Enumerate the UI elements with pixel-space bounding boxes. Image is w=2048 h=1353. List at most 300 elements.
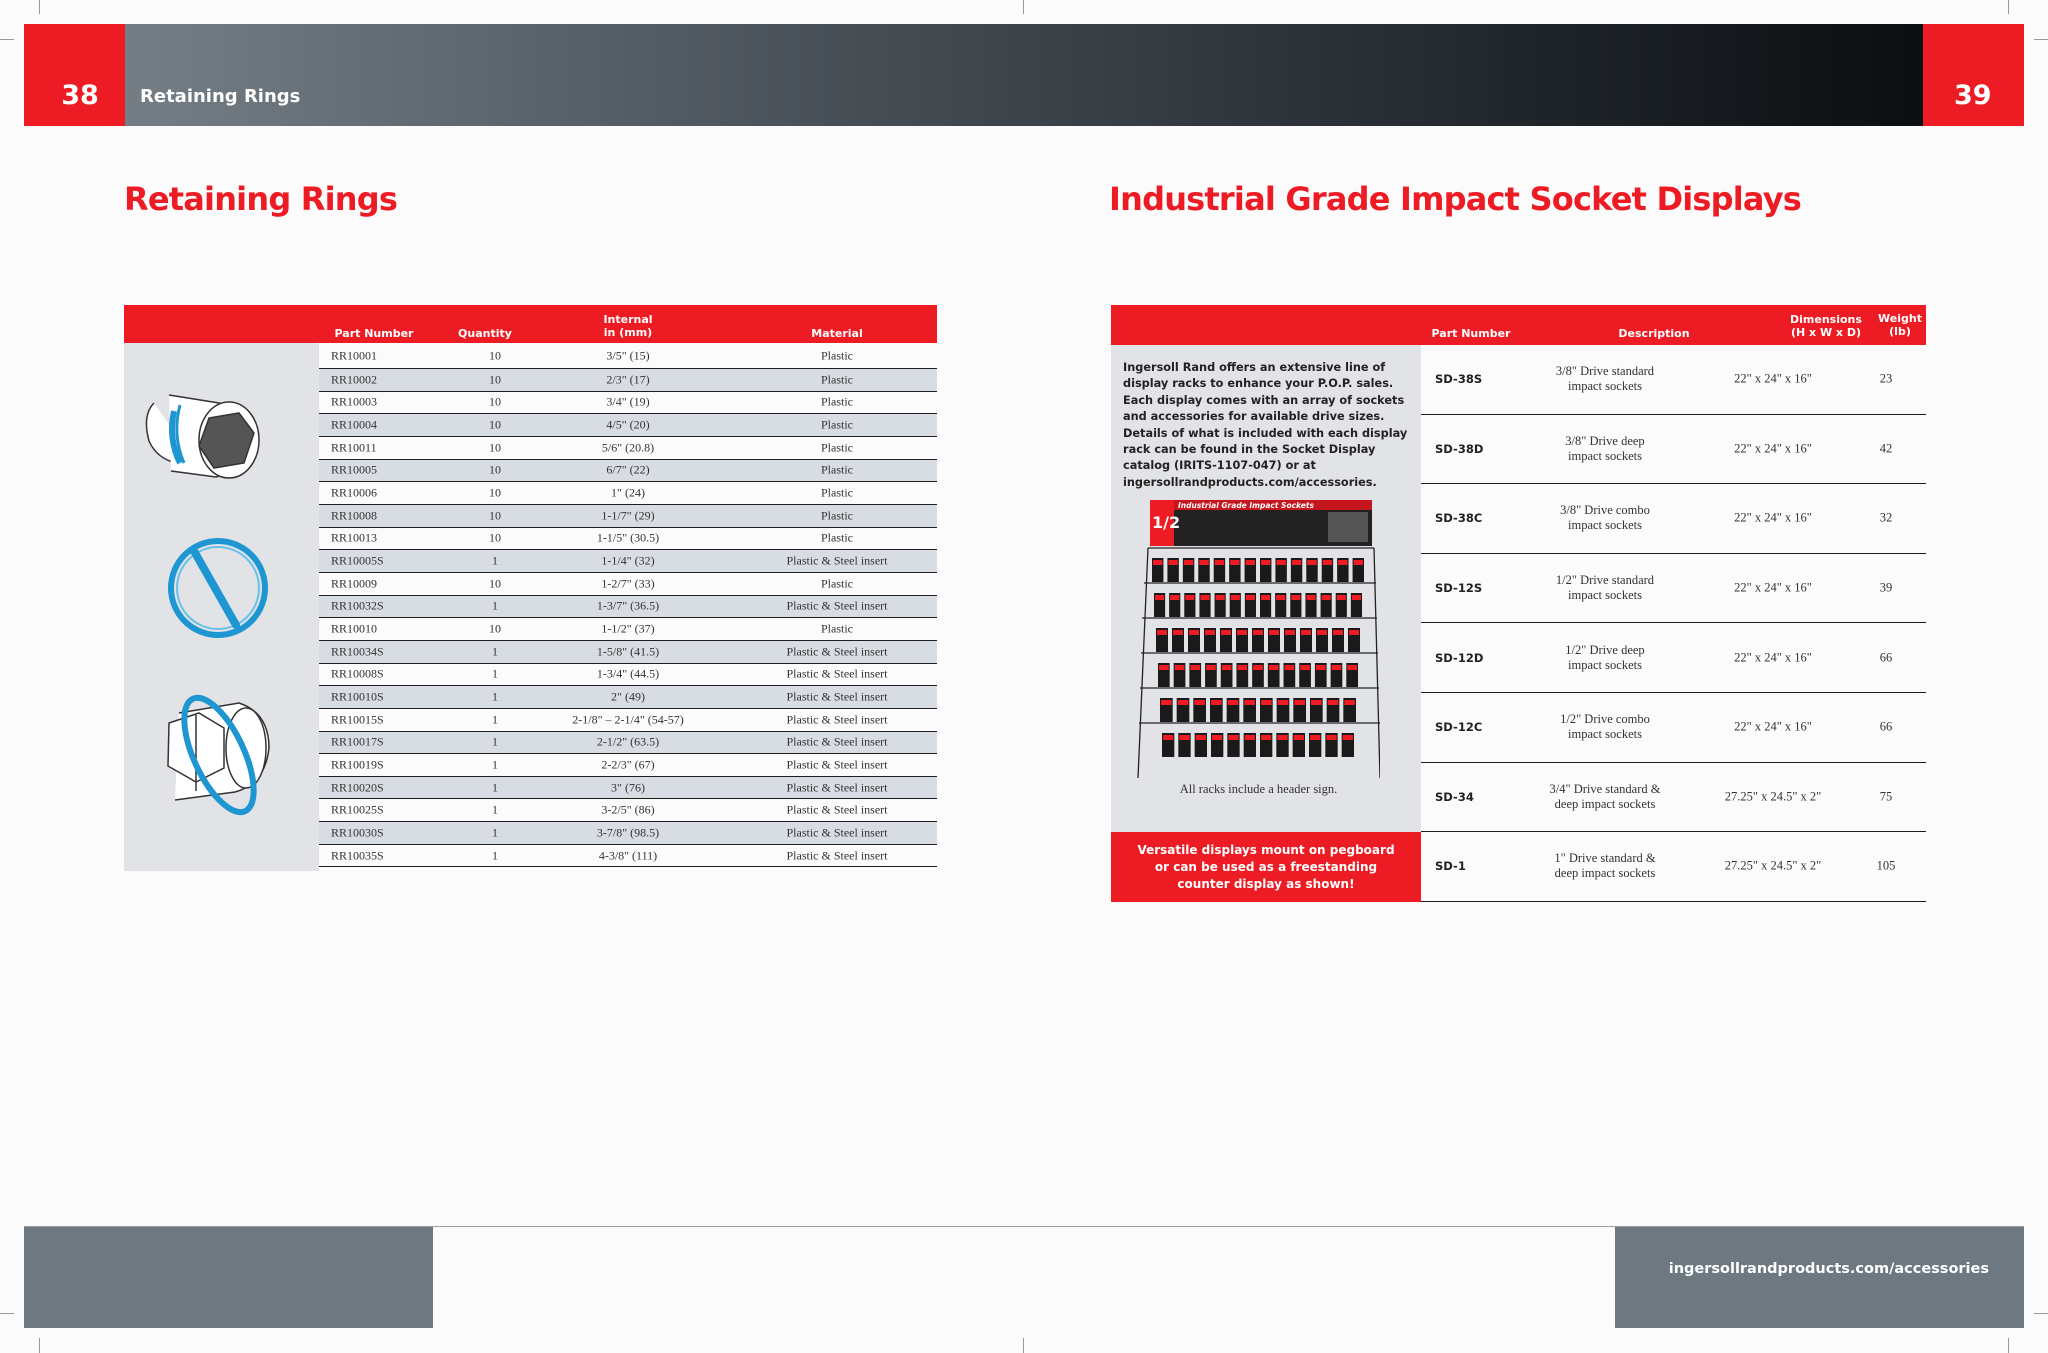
display-intro-text: Ingersoll Rand offers an extensive line of display racks to enhance your P.O.P. sales. Each display comes with an array of sockets and accessories for available drive sizes. Details of what is included with each display rack can be found in the Socket Display catalog (IRITS-1107-047) or at ingersollrandproducts.com/accessories. — [1123, 361, 1408, 489]
cell-internal-size: 1" (24) — [611, 485, 645, 500]
footer-url-link[interactable]: ingersollrandproducts.com/accessories — [1668, 1261, 1989, 1277]
cell-sd-description-line1: 1/2" Drive standard — [1555, 573, 1655, 588]
table-row — [319, 777, 937, 800]
table-row — [319, 343, 937, 369]
rack-socket-tag — [1253, 665, 1263, 670]
cell-material: Plastic — [821, 440, 853, 455]
table-row — [319, 550, 937, 573]
crop-mark — [39, 0, 40, 14]
rack-sign-text: Industrial Grade Impact Sockets — [1178, 501, 1314, 510]
cell-sd-part-number: SD-34 — [1435, 789, 1474, 804]
cell-sd-description — [1521, 643, 1689, 673]
rack-socket-tag — [1194, 700, 1205, 705]
cell-material: Plastic — [821, 576, 853, 591]
rack-socket-tag — [1323, 560, 1332, 565]
cell-sd-dimensions: 27.25" x 24.5" x 2" — [1724, 858, 1822, 873]
rack-socket-tag — [1189, 630, 1199, 635]
col-sd-dimensions-line2: (H x W x D) — [1790, 326, 1862, 339]
rack-socket-tag — [1285, 665, 1295, 670]
cell-quantity: 1 — [492, 689, 498, 704]
col-internal-line2: in (mm) — [603, 326, 653, 339]
rack-socket-tag — [1276, 560, 1285, 565]
cell-sd-description-line2: impact sockets — [1568, 657, 1642, 672]
cell-quantity: 10 — [489, 462, 501, 477]
crop-mark — [2034, 1313, 2048, 1314]
rack-socket-tag — [1354, 560, 1363, 565]
col-part-number: Part Number — [334, 327, 414, 340]
cell-part-number: RR10017S — [331, 734, 384, 749]
cell-part-number: RR10008 — [331, 508, 378, 523]
rack-socket-tag — [1338, 560, 1347, 565]
cell-material: Plastic & Steel insert — [786, 598, 888, 613]
rack-socket-tag — [1307, 560, 1316, 565]
cell-sd-description-line2: impact sockets — [1568, 448, 1642, 463]
cell-part-number: RR10001 — [331, 348, 378, 362]
cell-part-number: RR10010S — [331, 689, 384, 704]
cell-quantity: 1 — [492, 825, 498, 840]
callout-line-1: Versatile displays mount on pegboard — [1137, 843, 1395, 857]
table-row — [319, 664, 937, 687]
table-row — [1421, 484, 1926, 554]
cell-internal-size: 1-2/7" (33) — [601, 576, 655, 591]
rack-socket-tag — [1231, 595, 1240, 600]
ring-on-socket-illustration — [124, 343, 319, 871]
cell-quantity: 1 — [492, 553, 498, 568]
rack-socket-tag — [1222, 665, 1232, 670]
rack-socket-tag — [1300, 665, 1310, 670]
rack-socket-tag — [1326, 735, 1336, 740]
rack-socket-tag — [1332, 665, 1342, 670]
cell-sd-description-line2: deep impact sockets — [1554, 866, 1656, 881]
rack-socket-tag — [1317, 630, 1327, 635]
rack-socket-tag — [1228, 700, 1239, 705]
rack-socket-tag — [1253, 630, 1263, 635]
cell-material: Plastic & Steel insert — [786, 780, 888, 795]
cell-sd-description-line1: 3/4" Drive standard & — [1549, 781, 1661, 796]
rack-socket-tag — [1244, 700, 1255, 705]
cell-part-number: RR10025S — [331, 802, 384, 817]
rack-socket-tag — [1216, 595, 1225, 600]
cell-internal-size: 3-7/8" (98.5) — [596, 825, 660, 840]
rack-socket-tag — [1276, 595, 1285, 600]
cell-material: Plastic & Steel insert — [786, 848, 888, 863]
cell-material: Plastic & Steel insert — [786, 553, 888, 568]
cell-quantity: 10 — [489, 440, 501, 455]
cell-part-number: RR10005S — [331, 553, 384, 568]
rack-socket-tag — [1347, 665, 1357, 670]
cell-sd-part-number: SD-12C — [1435, 720, 1483, 735]
socket-displays-title: Industrial Grade Impact Socket Displays — [1109, 180, 1802, 218]
cell-sd-description — [1521, 573, 1689, 603]
table-row — [319, 686, 937, 709]
rack-socket-tag — [1285, 630, 1295, 635]
cell-material: Plastic — [821, 621, 853, 636]
footer-left-block — [24, 1227, 433, 1328]
cell-material: Plastic & Steel insert — [786, 757, 888, 772]
rack-socket-tag — [1269, 630, 1279, 635]
cell-sd-description-line2: impact sockets — [1568, 727, 1642, 742]
rack-socket-tag — [1168, 560, 1177, 565]
rack-socket-tag — [1261, 735, 1271, 740]
col-sd-weight-line1: Weight — [1878, 312, 1922, 325]
rack-socket-tag — [1292, 560, 1301, 565]
rack-socket-tag — [1245, 735, 1255, 740]
cell-part-number: RR10035S — [331, 848, 384, 863]
table-row — [319, 573, 937, 596]
cell-sd-description — [1521, 434, 1689, 464]
cell-internal-size: 3" (76) — [611, 780, 645, 795]
table-row — [319, 618, 937, 641]
rack-socket-tag — [1155, 595, 1164, 600]
table-row — [319, 641, 937, 664]
crop-mark — [0, 39, 14, 40]
rack-socket-tag — [1328, 700, 1339, 705]
cell-sd-part-number: SD-38C — [1435, 511, 1483, 526]
socket-with-ring-bottom — [168, 688, 269, 822]
cell-internal-size: 5/6" (20.8) — [601, 440, 655, 455]
table-row — [319, 392, 937, 415]
rack-socket-tag — [1306, 595, 1315, 600]
cell-part-number: RR10009 — [331, 576, 378, 591]
cell-sd-description-line2: impact sockets — [1568, 518, 1642, 533]
cell-quantity: 10 — [489, 394, 501, 409]
cell-sd-dimensions: 22" x 24" x 16" — [1734, 510, 1812, 525]
cell-material: Plastic & Steel insert — [786, 734, 888, 749]
cell-material: Plastic & Steel insert — [786, 644, 888, 659]
table-row — [319, 437, 937, 460]
cell-material: Plastic & Steel insert — [786, 689, 888, 704]
rack-caption: All racks include a header sign. — [1179, 782, 1338, 796]
cell-sd-weight: 66 — [1879, 719, 1893, 734]
table-row — [1421, 554, 1926, 624]
left-page-number: 38 — [61, 80, 99, 111]
cell-sd-weight: 66 — [1879, 650, 1893, 665]
rack-socket-tag — [1278, 700, 1289, 705]
socket-displays-header-bar — [1111, 305, 1926, 345]
cell-sd-part-number: SD-1 — [1435, 859, 1466, 874]
rack-socket-tag — [1310, 735, 1320, 740]
cell-sd-description-line2: impact sockets — [1568, 588, 1642, 603]
cell-internal-size: 2" (49) — [611, 689, 645, 704]
rack-socket-tag — [1161, 700, 1172, 705]
header-section-label: Retaining Rings — [140, 86, 301, 107]
cell-sd-dimensions: 22" x 24" x 16" — [1734, 441, 1812, 456]
table-row — [319, 822, 937, 845]
table-row — [319, 709, 937, 732]
left-page-number-box — [24, 24, 125, 126]
rack-socket-tag — [1337, 595, 1346, 600]
table-row — [1421, 832, 1926, 902]
table-row — [319, 732, 937, 755]
table-row — [319, 482, 937, 505]
cell-part-number: RR10002 — [331, 372, 378, 387]
cell-quantity: 10 — [489, 417, 501, 432]
rack-socket-tag — [1349, 630, 1359, 635]
ring-icon — [171, 541, 265, 635]
cell-sd-weight: 105 — [1876, 858, 1896, 873]
cell-sd-description-line2: deep impact sockets — [1554, 796, 1656, 811]
rack-socket-tag — [1178, 700, 1189, 705]
col-sd-weight — [1855, 312, 1945, 338]
rack-socket-tag — [1291, 595, 1300, 600]
rack-socket-tag — [1237, 665, 1247, 670]
cell-material: Plastic — [821, 485, 853, 500]
cell-part-number: RR10034S — [331, 644, 384, 659]
table-row — [319, 505, 937, 528]
versatile-display-callout — [1111, 832, 1421, 902]
rack-socket-tag — [1261, 595, 1270, 600]
rack-socket-tag — [1294, 700, 1305, 705]
cell-quantity: 1 — [492, 848, 498, 863]
cell-sd-weight: 23 — [1879, 371, 1893, 386]
rack-socket-tag — [1190, 665, 1200, 670]
ring-illustration-panel — [124, 343, 319, 871]
cell-sd-description-line1: 3/8" Drive deep — [1565, 433, 1645, 448]
cell-part-number: RR10004 — [331, 417, 378, 432]
col-internal-line1: Internal — [603, 313, 653, 326]
cell-internal-size: 6/7" (22) — [606, 462, 650, 477]
rack-socket-tag — [1277, 735, 1287, 740]
cell-part-number: RR10019S — [331, 757, 384, 772]
table-row — [1421, 763, 1926, 833]
rack-socket-tag — [1322, 595, 1331, 600]
cell-internal-size: 3/4" (19) — [606, 394, 650, 409]
cell-material: Plastic — [821, 508, 853, 523]
cell-part-number: RR10003 — [331, 394, 378, 409]
crop-mark — [2008, 0, 2009, 14]
col-internal — [519, 313, 737, 339]
table-row — [319, 845, 937, 868]
cell-internal-size: 3/5" (15) — [606, 348, 650, 362]
rack-socket-tag — [1185, 595, 1194, 600]
rack-socket-tag — [1211, 700, 1222, 705]
display-rack-image — [1130, 498, 1380, 783]
cell-quantity: 1 — [492, 757, 498, 772]
cell-material: Plastic & Steel insert — [786, 712, 888, 727]
cell-material: Plastic & Steel insert — [786, 666, 888, 681]
table-row — [319, 460, 937, 483]
cell-material: Plastic — [821, 417, 853, 432]
cell-sd-dimensions: 27.25" x 24.5" x 2" — [1724, 789, 1822, 804]
rack-socket-tag — [1153, 560, 1162, 565]
cell-quantity: 1 — [492, 712, 498, 727]
cell-quantity: 10 — [489, 530, 501, 545]
cell-sd-description-line2: impact sockets — [1568, 379, 1642, 394]
table-row — [319, 596, 937, 619]
cell-sd-description — [1521, 503, 1689, 533]
rack-socket-tag — [1184, 560, 1193, 565]
cell-internal-size: 1-1/4" (32) — [601, 553, 655, 568]
cell-part-number: RR10015S — [331, 712, 384, 727]
cell-quantity: 1 — [492, 802, 498, 817]
callout-line-3: counter display as shown! — [1177, 877, 1355, 891]
cell-internal-size: 1-3/4" (44.5) — [596, 666, 660, 681]
cell-part-number: RR10010 — [331, 621, 378, 636]
rack-socket-tag — [1212, 735, 1222, 740]
cell-quantity: 10 — [489, 372, 501, 387]
cell-internal-size: 1-5/8" (41.5) — [596, 644, 660, 659]
right-page-number-box — [1923, 24, 2024, 126]
rack-socket-tag — [1221, 630, 1231, 635]
rack-socket-tag — [1196, 735, 1206, 740]
rack-socket-tag — [1228, 735, 1238, 740]
cell-quantity: 1 — [492, 666, 498, 681]
cell-part-number: RR10020S — [331, 780, 384, 795]
cell-material: Plastic — [821, 348, 853, 362]
col-sd-part-number: Part Number — [1431, 327, 1511, 340]
rack-socket-tag — [1179, 735, 1189, 740]
rack-socket-tag — [1206, 665, 1216, 670]
rack-socket-grid — [1152, 558, 1364, 757]
rack-socket-tag — [1230, 560, 1239, 565]
rack-socket-tag — [1173, 630, 1183, 635]
rack-socket-tag — [1205, 630, 1215, 635]
cell-sd-description-line1: 1" Drive standard & — [1554, 851, 1656, 866]
rack-socket-tag — [1311, 700, 1322, 705]
cell-sd-description-line1: 1/2" Drive deep — [1565, 642, 1645, 657]
cell-quantity: 10 — [489, 348, 501, 362]
cell-part-number: RR10013 — [331, 530, 378, 545]
cell-internal-size: 4/5" (20) — [606, 417, 650, 432]
cell-sd-part-number: SD-12S — [1435, 581, 1483, 596]
cell-sd-description-line1: 3/8" Drive standard — [1555, 364, 1655, 379]
cell-material: Plastic — [821, 394, 853, 409]
cell-material: Plastic — [821, 462, 853, 477]
cell-quantity: 1 — [492, 734, 498, 749]
rack-socket-tag — [1246, 560, 1255, 565]
cell-sd-weight: 32 — [1879, 510, 1893, 525]
rack-socket-tag — [1344, 700, 1355, 705]
rack-socket-tag — [1170, 595, 1179, 600]
rack-socket-tag — [1316, 665, 1326, 670]
cell-sd-dimensions: 22" x 24" x 16" — [1734, 371, 1812, 386]
cell-quantity: 1 — [492, 780, 498, 795]
table-row — [1421, 345, 1926, 415]
retaining-rings-table — [319, 343, 937, 867]
cell-part-number: RR10030S — [331, 825, 384, 840]
rack-sign-size: 1/2 — [1152, 513, 1181, 532]
crop-mark — [2034, 39, 2048, 40]
retaining-rings-title: Retaining Rings — [124, 180, 398, 218]
crop-mark — [39, 1338, 40, 1353]
cell-part-number: RR10011 — [331, 440, 377, 455]
cell-internal-size: 2-1/8" – 2-1/4" (54-57) — [572, 712, 684, 727]
retaining-rings-header-bar — [124, 305, 937, 343]
cell-sd-description-line1: 1/2" Drive combo — [1560, 712, 1650, 727]
rack-socket-tag — [1294, 735, 1304, 740]
col-sd-description: Description — [1618, 327, 1690, 340]
socket-displays-table — [1421, 345, 1926, 902]
rack-socket-tag — [1237, 630, 1247, 635]
rack-socket-tag — [1157, 630, 1167, 635]
cell-internal-size: 3-2/5" (86) — [601, 802, 655, 817]
cell-internal-size: 1-1/2" (37) — [601, 621, 655, 636]
cell-part-number: RR10008S — [331, 666, 384, 681]
cell-internal-size: 1-1/5" (30.5) — [596, 530, 660, 545]
col-sd-dimensions-line1: Dimensions — [1790, 313, 1862, 326]
rack-socket-tag — [1333, 630, 1343, 635]
table-row — [1421, 623, 1926, 693]
col-quantity: Quantity — [458, 327, 512, 340]
crop-mark — [1023, 0, 1024, 14]
rack-socket-tag — [1175, 665, 1185, 670]
cell-material: Plastic & Steel insert — [786, 825, 888, 840]
table-row — [1421, 693, 1926, 763]
rack-socket-tag — [1261, 700, 1272, 705]
cell-material: Plastic & Steel insert — [786, 802, 888, 817]
rack-socket-tag — [1246, 595, 1255, 600]
table-row — [319, 799, 937, 822]
cell-sd-weight: 39 — [1879, 580, 1893, 595]
table-row — [319, 754, 937, 777]
crop-mark — [2008, 1338, 2009, 1353]
cell-sd-description — [1521, 851, 1689, 881]
cell-sd-part-number: SD-38S — [1435, 372, 1483, 387]
cell-material: Plastic — [821, 530, 853, 545]
table-row — [319, 369, 937, 392]
rack-socket-tag — [1159, 665, 1169, 670]
cell-sd-part-number: SD-12D — [1435, 650, 1484, 665]
table-row — [319, 528, 937, 551]
rack-socket-tag — [1163, 735, 1173, 740]
cell-internal-size: 2-2/3" (67) — [601, 757, 655, 772]
cell-part-number: RR10005 — [331, 462, 378, 477]
socket-with-ring-top — [146, 395, 259, 478]
cell-internal-size: 2/3" (17) — [606, 372, 650, 387]
crop-mark — [1023, 1338, 1024, 1353]
cell-internal-size: 1-1/7" (29) — [601, 508, 655, 523]
cell-sd-description — [1521, 782, 1689, 812]
table-row — [1421, 415, 1926, 485]
callout-line-2: or can be used as a freestanding — [1154, 860, 1378, 874]
cell-internal-size: 1-3/7" (36.5) — [596, 598, 660, 613]
rack-socket-tag — [1199, 560, 1208, 565]
rack-socket-tag — [1200, 595, 1209, 600]
right-page-number: 39 — [1954, 80, 1992, 111]
crop-mark — [0, 1313, 14, 1314]
cell-internal-size: 4-3/8" (111) — [598, 848, 658, 863]
cell-quantity: 10 — [489, 576, 501, 591]
footer-right-block — [1615, 1227, 2024, 1328]
cell-sd-dimensions: 22" x 24" x 16" — [1734, 650, 1812, 665]
cell-quantity: 10 — [489, 621, 501, 636]
cell-internal-size: 2-1/2" (63.5) — [596, 734, 660, 749]
table-row — [319, 414, 937, 437]
cell-sd-weight: 42 — [1879, 441, 1893, 456]
rack-socket-tag — [1269, 665, 1279, 670]
rack-socket-tag — [1261, 560, 1270, 565]
cell-sd-dimensions: 22" x 24" x 16" — [1734, 719, 1812, 734]
cell-sd-description — [1521, 364, 1689, 394]
col-sd-weight-line2: (lb) — [1889, 325, 1911, 338]
cell-quantity: 10 — [489, 485, 501, 500]
cell-sd-description — [1521, 712, 1689, 742]
cell-quantity: 10 — [489, 508, 501, 523]
cell-sd-part-number: SD-38D — [1435, 441, 1484, 456]
rack-socket-tag — [1352, 595, 1361, 600]
col-material: Material — [811, 327, 863, 340]
cell-part-number: RR10006 — [331, 485, 378, 500]
cell-material: Plastic — [821, 372, 853, 387]
cell-quantity: 1 — [492, 644, 498, 659]
cell-quantity: 1 — [492, 598, 498, 613]
rack-socket-tag — [1301, 630, 1311, 635]
cell-part-number: RR10032S — [331, 598, 384, 613]
cell-sd-weight: 75 — [1879, 789, 1893, 804]
cell-sd-description-line1: 3/8" Drive combo — [1560, 503, 1650, 518]
rack-socket-tag — [1343, 735, 1353, 740]
header-band — [24, 24, 2024, 126]
